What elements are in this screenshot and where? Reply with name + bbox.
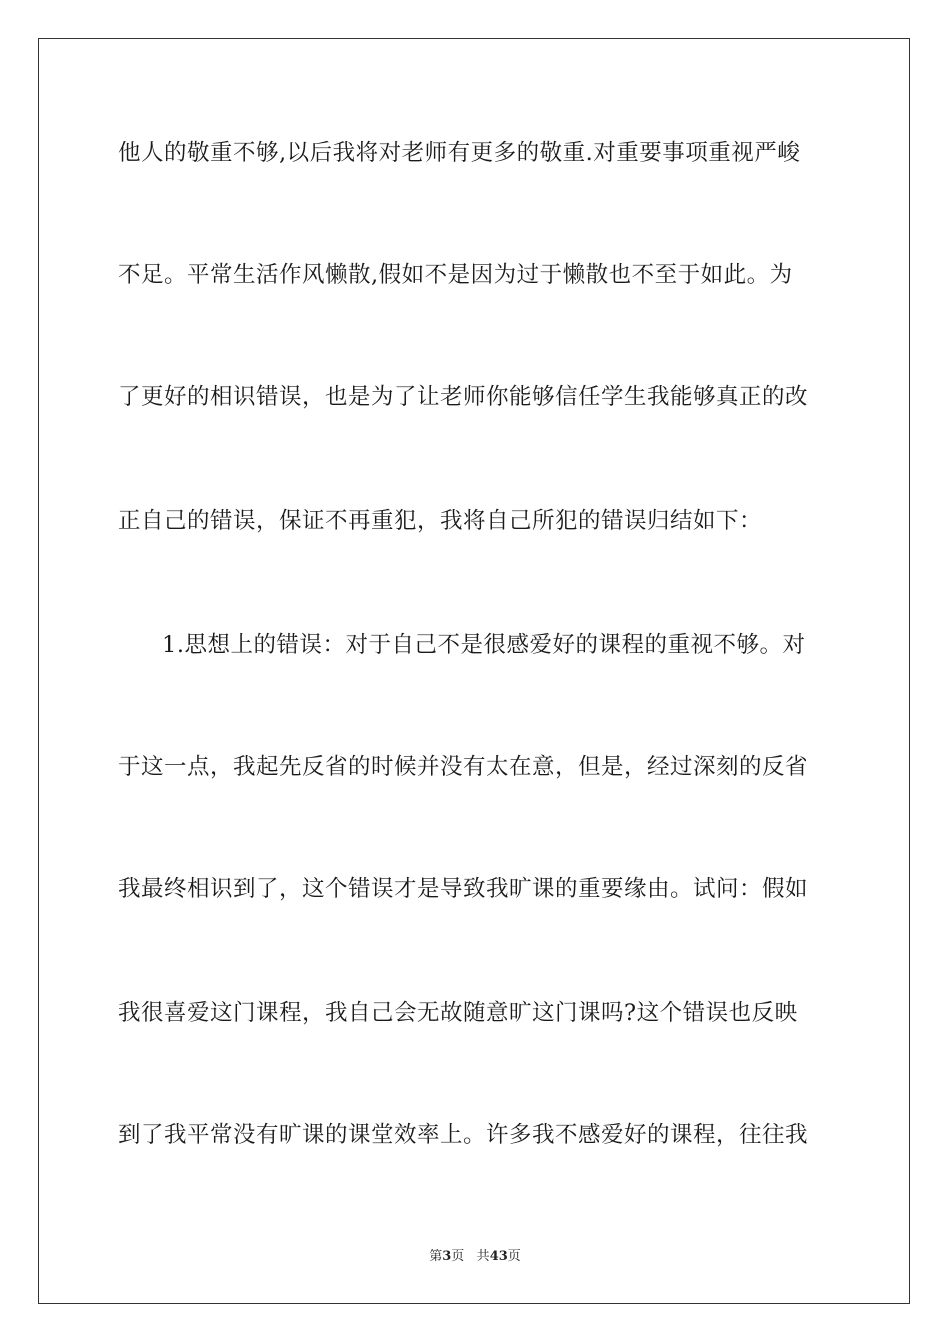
text-line: 了更好的相识错误，也是为了让老师你能够信任学生我能够真正的改 bbox=[118, 384, 809, 410]
text-line: 到了我平常没有旷课的课堂效率上。许多我不感爱好的课程，往往我 bbox=[118, 1122, 809, 1148]
text-line: 正自己的错误，保证不再重犯，我将自己所犯的错误归结如下： bbox=[118, 508, 763, 534]
page-number: 3 bbox=[442, 1249, 452, 1264]
text-line: 不足。平常生活作风懒散,假如不是因为过于懒散也不至于如此。为 bbox=[118, 262, 793, 288]
page-suffix: 页 bbox=[451, 1249, 465, 1264]
text-line: 1.思想上的错误：对于自己不是很感爱好的课程的重视不够。对 bbox=[162, 632, 806, 658]
text-line: 我最终相识到了，这个错误才是导致我旷课的重要缘由。试问：假如 bbox=[118, 876, 809, 902]
total-prefix: 共 bbox=[476, 1249, 490, 1264]
page-prefix: 第 bbox=[429, 1249, 443, 1264]
total-suffix: 页 bbox=[507, 1249, 521, 1264]
text-line: 于这一点，我起先反省的时候并没有太在意，但是，经过深刻的反省 bbox=[118, 754, 809, 780]
text-line: 我很喜爱这门课程，我自己会无故随意旷这门课吗?这个错误也反映 bbox=[118, 1000, 798, 1026]
page-border bbox=[38, 38, 910, 1304]
total-pages: 43 bbox=[489, 1249, 508, 1264]
text-line: 他人的敬重不够,以后我将对老师有更多的敬重.对重要事项重视严峻 bbox=[118, 140, 801, 166]
page-footer bbox=[0, 1249, 950, 1265]
